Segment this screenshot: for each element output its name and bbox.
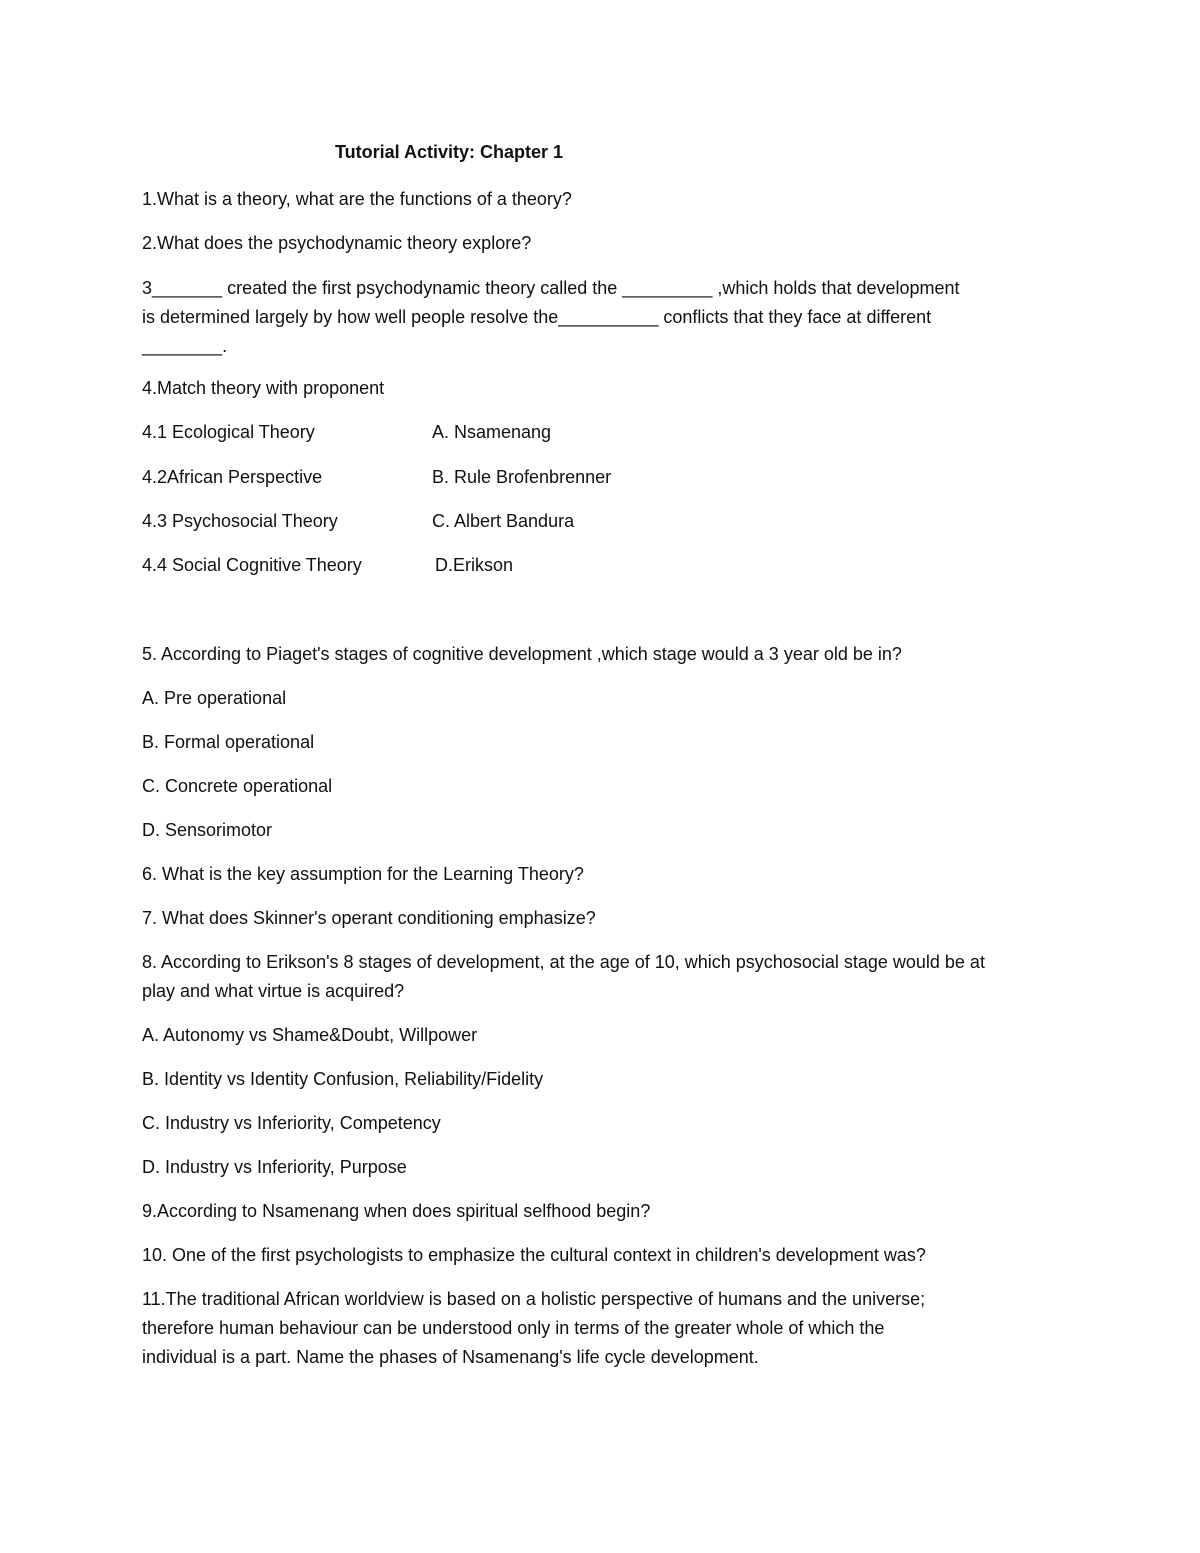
question-7: 7. What does Skinner's operant conditioning emphasize? (142, 908, 596, 928)
match-row (142, 463, 322, 492)
theory-item: 4.4 Social Cognitive Theory (142, 555, 362, 575)
question-8-line-2: play and what virtue is acquired? (142, 981, 405, 1001)
answer-option: C. Concrete operational (142, 776, 333, 796)
question-2: 2.What does the psychodynamic theory explore? (142, 233, 532, 253)
match-row (142, 418, 315, 447)
question-8-line-1: 8. According to Erikson's 8 stages of development, at the age of 10, which psychosocial stage would be at (142, 952, 985, 972)
proponent-item: B. Rule Brofenbrenner (432, 467, 612, 487)
theory-item: 4.2African Perspective (142, 467, 323, 487)
question-3-line-2: is determined largely by how well people resolve the__________ conflicts that they face at different (142, 307, 932, 327)
answer-option: B. Identity vs Identity Confusion, Reliability/Fidelity (142, 1069, 544, 1089)
answer-option: A. Pre operational (142, 688, 287, 708)
question-10: 10. One of the first psychologists to emphasize the cultural context in children's development was? (142, 1245, 926, 1265)
question-1: 1.What is a theory, what are the functions of a theory? (142, 189, 572, 209)
question-6: 6. What is the key assumption for the Learning Theory? (142, 864, 584, 884)
document-title: Tutorial Activity: Chapter 1 (335, 142, 564, 162)
answer-option: C. Industry vs Inferiority, Competency (142, 1113, 441, 1133)
theory-item: 4.3 Psychosocial Theory (142, 511, 338, 531)
theory-item: 4.1 Ecological Theory (142, 422, 315, 442)
proponent-item: C. Albert Bandura (432, 511, 575, 531)
match-row (142, 507, 338, 536)
question-5-prompt: 5. According to Piaget's stages of cognitive development ,which stage would a 3 year old be in? (142, 644, 902, 664)
answer-option: B. Formal operational (142, 732, 315, 752)
question-11-line-2: therefore human behaviour can be understood only in terms of the greater whole of which the (142, 1318, 885, 1338)
question-11-line-1: 11.The traditional African worldview is based on a holistic perspective of humans and the universe; (142, 1289, 926, 1309)
question-4-prompt: 4.Match theory with proponent (142, 378, 385, 398)
question-9: 9.According to Nsamenang when does spiritual selfhood begin? (142, 1201, 651, 1221)
question-11-line-3: individual is a part. Name the phases of Nsamenang's life cycle development. (142, 1347, 759, 1367)
proponent-item: A. Nsamenang (432, 422, 552, 442)
answer-option: D. Sensorimotor (142, 820, 273, 840)
question-3-line-1: 3_______ created the first psychodynamic theory called the _________ ,which holds that development (142, 278, 960, 298)
answer-option: A. Autonomy vs Shame&Doubt, Willpower (142, 1025, 478, 1045)
match-row (142, 551, 362, 580)
answer-option: D. Industry vs Inferiority, Purpose (142, 1157, 407, 1177)
proponent-item: D.Erikson (435, 555, 514, 575)
question-3-line-3: ________. (142, 336, 228, 356)
